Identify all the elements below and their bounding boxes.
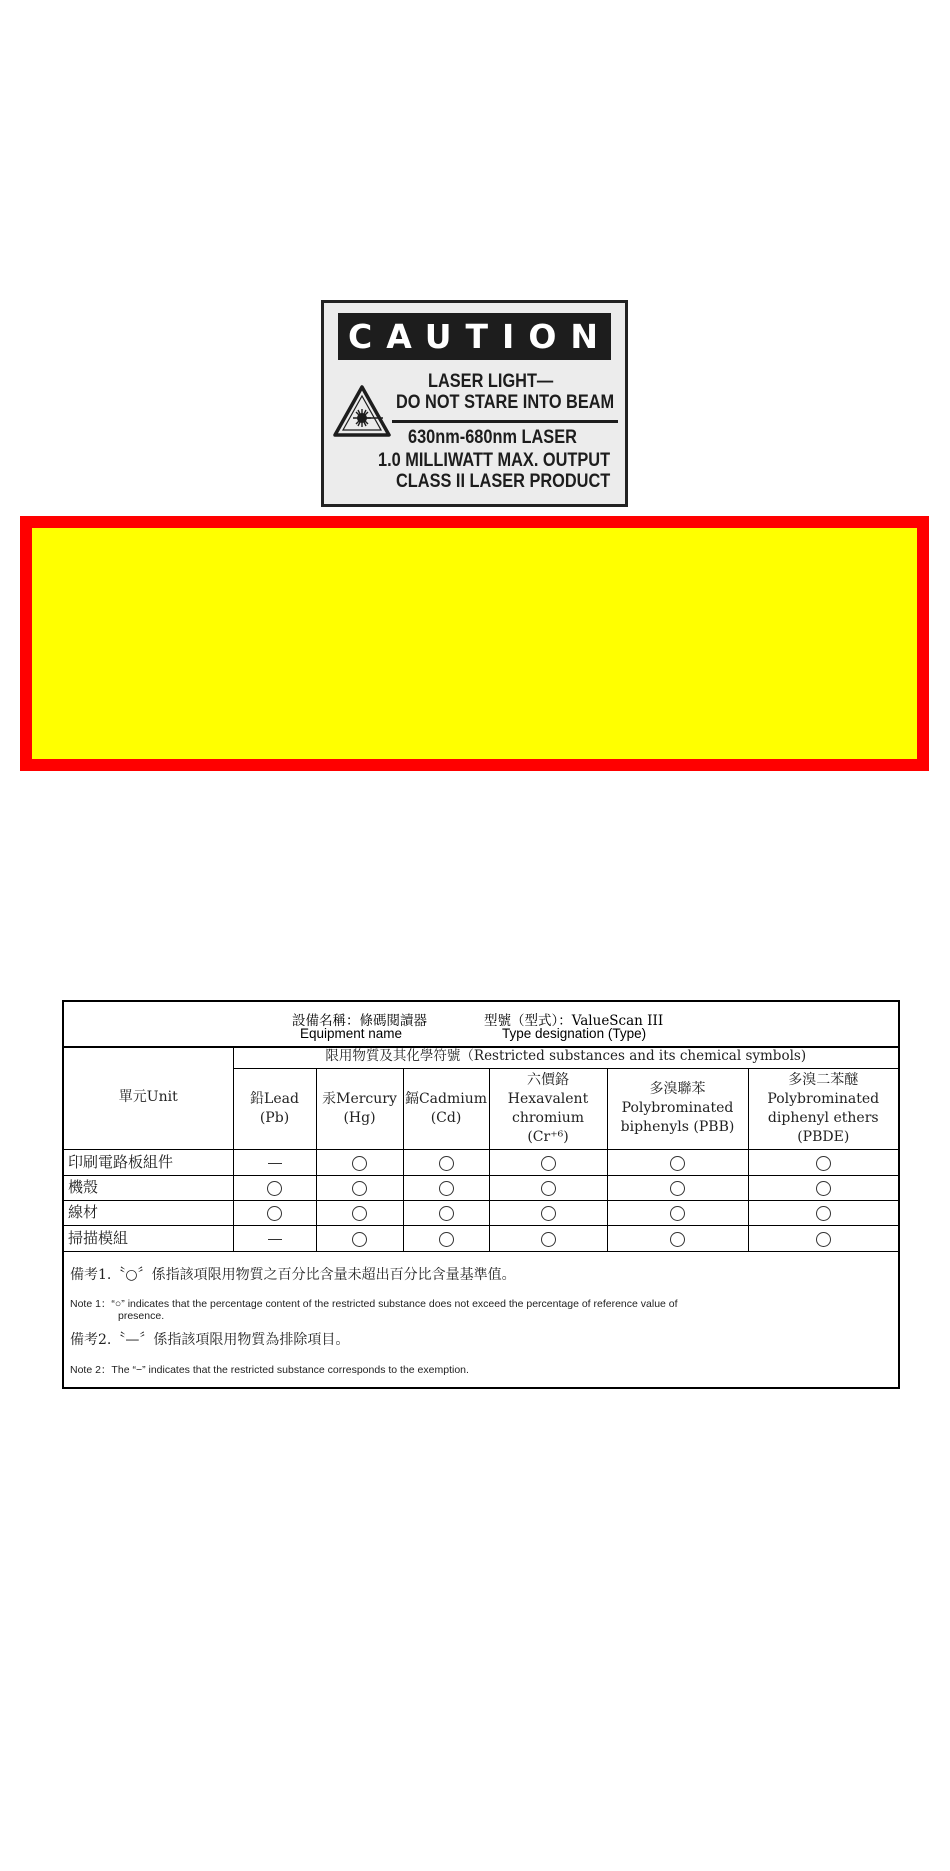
substance-grid — [64, 1046, 898, 1252]
caution-line-4: 1.0 MILLIWATT MAX. OUTPUT — [378, 450, 611, 471]
note-2-en: Note 2：The “−” indicates that the restricted substance corresponds to the exemption. — [70, 1364, 469, 1376]
table-row — [64, 1200, 898, 1225]
table-cell — [316, 1200, 403, 1225]
circle-mark-icon — [352, 1156, 367, 1171]
row-unit-label: 機殼 — [64, 1175, 233, 1200]
table-cell — [489, 1200, 607, 1225]
caution-laser-label — [321, 300, 628, 507]
circle-mark-icon — [670, 1181, 685, 1196]
caution-line-2: DO NOT STARE INTO BEAM — [396, 392, 615, 413]
circle-mark-icon — [670, 1156, 685, 1171]
table-cell — [748, 1225, 898, 1251]
table-cell — [316, 1175, 403, 1200]
restricted-header: 限用物質及其化學符號（Restricted substances and its chemical symbols) — [233, 1046, 898, 1068]
table-row — [64, 1225, 898, 1251]
substance-hexavalent-chromium: 六價鉻 Hexavalent chromium (Cr⁺⁶) — [489, 1068, 607, 1149]
caution-line-5: CLASS II LASER PRODUCT — [396, 471, 611, 492]
table-cell — [403, 1149, 489, 1175]
circle-mark-icon — [541, 1232, 556, 1247]
row-unit-label: 印刷電路板組件 — [64, 1149, 233, 1175]
circle-mark-icon — [670, 1206, 685, 1221]
circle-mark-icon — [541, 1206, 556, 1221]
dash-mark-icon — [268, 1163, 282, 1164]
circle-mark-icon — [541, 1181, 556, 1196]
dash-mark-icon — [268, 1239, 282, 1240]
substance-pbde: 多溴二苯醚 Polybrominated diphenyl ethers (PBDE) — [748, 1068, 898, 1149]
caution-line-3: 630nm-680nm LASER — [408, 427, 577, 448]
substance-mercury: 汞Mercury (Hg) — [316, 1068, 403, 1149]
circle-mark-icon — [267, 1206, 282, 1221]
substance-lead: 鉛Lead (Pb) — [233, 1068, 316, 1149]
table-cell — [233, 1149, 316, 1175]
note-2-zh: 備考2.〝—〞係指該項限用物質為排除項目。 — [70, 1332, 350, 1348]
equipment-name-zh: 設備名稱：條碼閱讀器 — [292, 1013, 427, 1029]
table-cell — [233, 1200, 316, 1225]
table-cell — [233, 1175, 316, 1200]
table-cell — [607, 1225, 748, 1251]
circle-mark-icon — [352, 1232, 367, 1247]
table-cell — [403, 1175, 489, 1200]
table-cell — [316, 1225, 403, 1251]
table-row — [64, 1149, 898, 1175]
rohs-declaration-table — [62, 1000, 900, 1389]
warning-box — [20, 516, 929, 771]
table-cell — [233, 1225, 316, 1251]
circle-mark-icon — [439, 1232, 454, 1247]
row-unit-label: 線材 — [64, 1200, 233, 1225]
table-cell — [489, 1175, 607, 1200]
caution-line-1: LASER LIGHT— — [428, 371, 554, 392]
circle-mark-icon — [816, 1232, 831, 1247]
table-cell — [607, 1175, 748, 1200]
caution-divider — [392, 420, 618, 423]
circle-mark-icon — [439, 1206, 454, 1221]
equipment-name-en: Equipment name — [300, 1026, 403, 1041]
substance-cadmium: 鎘Cadmium (Cd) — [403, 1068, 489, 1149]
circle-mark-icon — [352, 1206, 367, 1221]
circle-mark-icon — [816, 1181, 831, 1196]
note-1-en: Note 1：“○” indicates that the percentage content of the restricted substance does not exceed the percentage of reference value of — [70, 1298, 678, 1310]
table-cell — [748, 1175, 898, 1200]
circle-mark-icon — [816, 1156, 831, 1171]
table-cell — [489, 1225, 607, 1251]
type-designation-zh: 型號（型式）：ValueScan III — [484, 1013, 664, 1029]
caution-heading: CAUTION — [338, 313, 611, 360]
rohs-header — [64, 1002, 898, 1048]
table-cell — [403, 1225, 489, 1251]
circle-mark-icon — [670, 1232, 685, 1247]
unit-header: 單元Unit — [64, 1046, 233, 1149]
circle-mark-icon — [439, 1181, 454, 1196]
table-cell — [489, 1149, 607, 1175]
circle-mark-icon — [541, 1156, 556, 1171]
row-unit-label: 掃描模組 — [64, 1225, 233, 1251]
table-cell — [316, 1149, 403, 1175]
table-row — [64, 1175, 898, 1200]
substance-pbb: 多溴聯苯 Polybrominated biphenyls (PBB) — [607, 1068, 748, 1149]
table-cell — [607, 1200, 748, 1225]
table-cell — [748, 1200, 898, 1225]
note-1-en-continued: presence. — [118, 1310, 165, 1322]
circle-mark-icon — [816, 1206, 831, 1221]
type-designation-en: Type designation (Type) — [502, 1026, 647, 1041]
note-1-zh: 備考1.〝○〞係指該項限用物質之百分比含量未超出百分比含量基準值。 — [70, 1267, 516, 1283]
table-cell — [607, 1149, 748, 1175]
circle-mark-icon — [439, 1156, 454, 1171]
circle-mark-icon — [352, 1181, 367, 1196]
circle-mark-icon — [267, 1181, 282, 1196]
table-cell — [748, 1149, 898, 1175]
table-cell — [403, 1200, 489, 1225]
laser-warning-icon — [333, 385, 391, 437]
